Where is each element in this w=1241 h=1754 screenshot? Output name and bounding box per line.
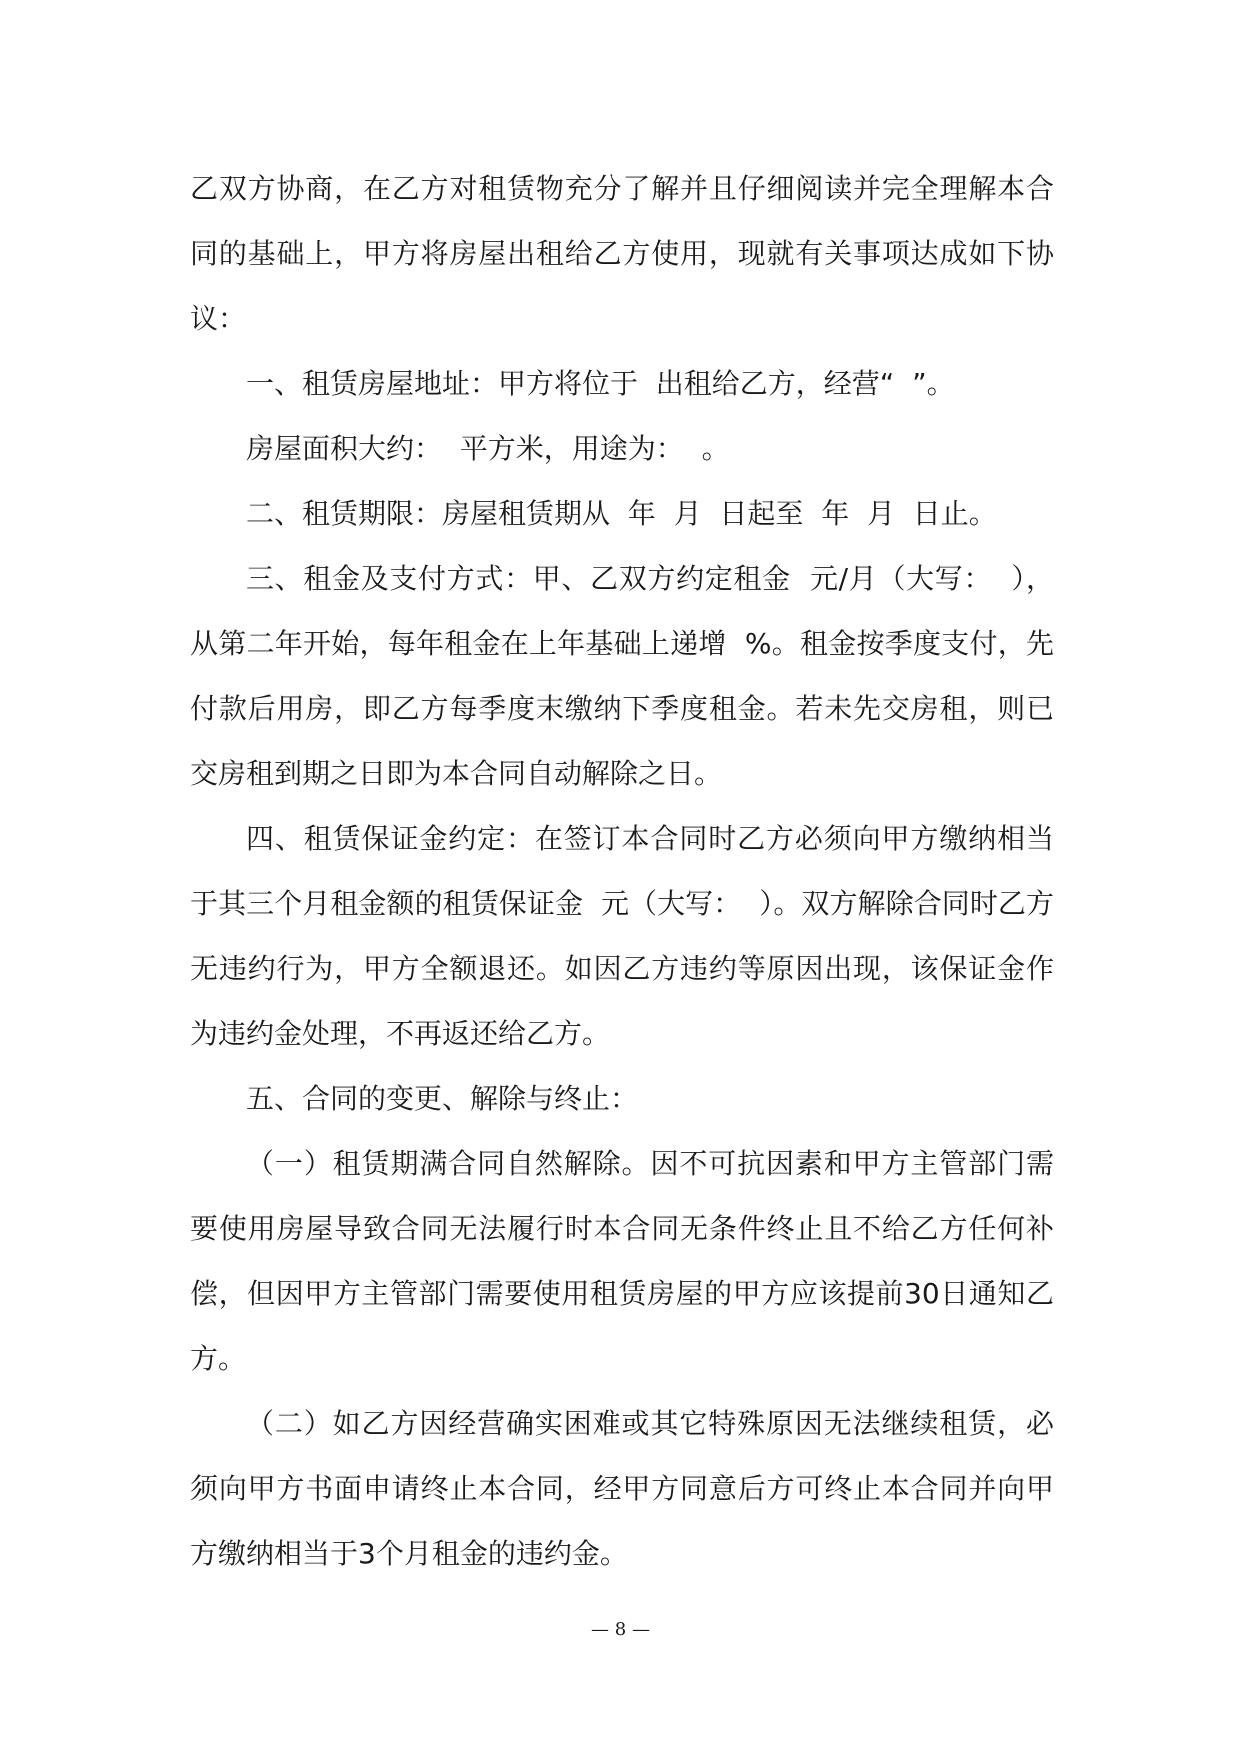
paragraph-clause-1-address: 一、租赁房屋地址：甲方将位于 出租给乙方，经营“ ”。	[246, 367, 955, 400]
paragraph-clause-2-term: 二、租赁期限：房屋租赁期从 年 月 日起至 年 月 日止。	[246, 497, 997, 530]
paragraph-clause-5-item-1: （一）租赁期满合同自然解除。因不可抗因素和甲方主管部门需要使用房屋导致合同无法履行时本合同无条件终止且不给乙方任何补偿，但因甲方主管部门需要使用租赁房屋的甲方应该提前30日通知乙方。	[190, 1147, 1054, 1375]
paragraph-clause-1-area: 房屋面积大约： 平方米，用途为： 。	[246, 432, 730, 465]
page-number: — 8 —	[591, 1619, 650, 1640]
paragraph-clause-3-rent: 三、租金及支付方式：甲、乙双方约定租金 元/月（大写： ），从第二年开始，每年租金在上年基础上递增 %。租金按季度支付，先付款后用房，即乙方每季度末缴纳下季度租金。若未先交房租，则已交房租到期之日即为本合同自动解除之日。	[190, 562, 1054, 790]
paragraph-intro: 乙双方协商，在乙方对租赁物充分了解并且仔细阅读并完全理解本合同的基础上，甲方将房屋出租给乙方使用，现就有关事项达成如下协议：	[190, 172, 1054, 335]
paragraph-clause-5-item-2: （二）如乙方因经营确实困难或其它特殊原因无法继续租赁，必须向甲方书面申请终止本合同，经甲方同意后方可终止本合同并向甲方缴纳相当于3个月租金的违约金。	[190, 1407, 1054, 1570]
paragraph-clause-5-heading: 五、合同的变更、解除与终止：	[246, 1082, 639, 1115]
document-body	[190, 156, 1054, 1586]
paragraph-clause-4-deposit: 四、租赁保证金约定：在签订本合同时乙方必须向甲方缴纳相当于其三个月租金额的租赁保证金 元（大写： ）。双方解除合同时乙方无违约行为，甲方全额退还。如因乙方违约等原因出现，该保证金作为违约金处理，不再返还给乙方。	[190, 822, 1054, 1050]
